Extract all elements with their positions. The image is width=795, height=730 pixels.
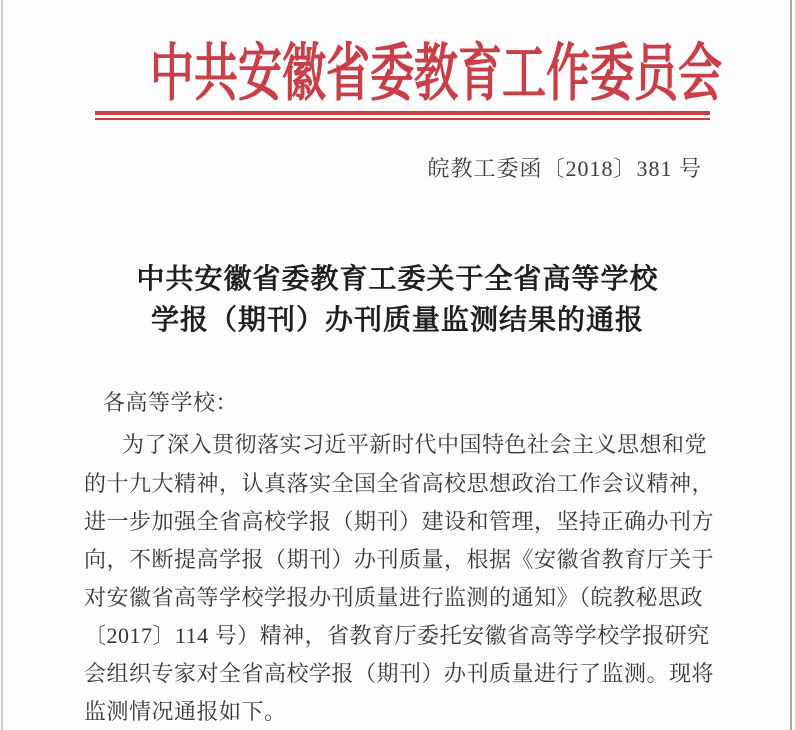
scan-border-right xyxy=(790,0,792,730)
body-line: 的十九大精神，认真落实全国全省高校思想政治工作会议精神， xyxy=(84,471,715,496)
letterhead-org-name: 中共安徽省委教育工作委员会 xyxy=(150,39,722,109)
body-line: 进一步加强全省高校学报（期刊）建设和管理，坚持正确办刊方 xyxy=(84,509,715,534)
salutation: 各高等学校： xyxy=(103,390,239,415)
body-line: 向，不断提高学报（期刊）办刊质量，根据《安徽省教育厅关于 xyxy=(84,547,715,572)
red-separator-thin-line xyxy=(95,118,710,120)
body-line: 监测情况通报如下。 xyxy=(84,699,287,724)
document-title-line1: 中共安徽省委教育工委关于全省高等学校 xyxy=(136,264,659,295)
body-line: 对安徽省高等学校学报办刊质量进行监测的通知》（皖教秘思政 xyxy=(84,585,704,610)
red-separator-line xyxy=(95,111,710,121)
document-reference-number: 皖教工委函〔2018〕381 号 xyxy=(427,156,702,181)
scan-border-left xyxy=(1,0,3,730)
body-line: 〔2017〕114 号）精神，省教育厅委托安徽省高等学校学报研究 xyxy=(84,623,710,648)
document-title xyxy=(0,259,795,341)
body-line: 会组织专家对全省高校学报（期刊）办刊质量进行了监测。现将 xyxy=(84,661,715,686)
body-line: 为了深入贯彻落实习近平新时代中国特色社会主义思想和党 xyxy=(122,432,708,457)
document-title-line2: 学报（期刊）办刊质量监测结果的通报 xyxy=(150,305,644,336)
